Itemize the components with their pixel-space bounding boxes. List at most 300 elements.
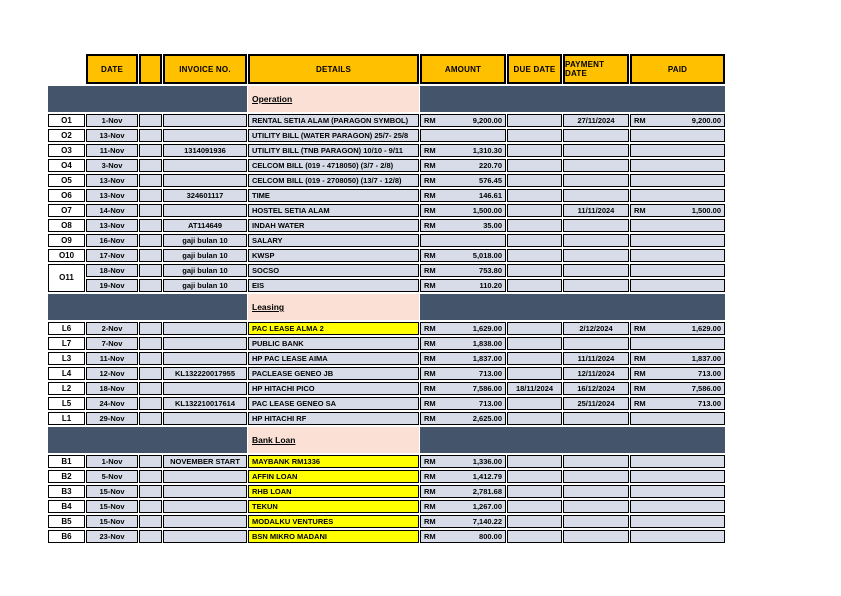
amount-value: 800.00 bbox=[479, 531, 502, 541]
date-cell: 12-Nov bbox=[86, 367, 138, 380]
payment-date-cell bbox=[563, 264, 629, 277]
currency-label: RM bbox=[424, 323, 436, 333]
header-col-note bbox=[139, 54, 162, 84]
payment-date-cell bbox=[563, 337, 629, 350]
details-cell: CELCOM BILL (019 - 4718050) (3/7 - 2/8) bbox=[248, 159, 419, 172]
currency-label: RM bbox=[424, 383, 436, 393]
row-label: O6 bbox=[48, 189, 85, 202]
section-band-right bbox=[420, 294, 725, 320]
details-cell: HP HITACHI RF bbox=[248, 412, 419, 425]
amount-value: 1,838.00 bbox=[472, 338, 502, 348]
amount-value: 2,781.68 bbox=[472, 486, 502, 496]
currency-label: RM bbox=[424, 280, 436, 290]
details-cell: SOCSO bbox=[248, 264, 419, 277]
payment-date-cell bbox=[563, 412, 629, 425]
currency-label: RM bbox=[424, 175, 436, 185]
paid-cell bbox=[630, 219, 725, 232]
date-cell: 13-Nov bbox=[86, 129, 138, 142]
invoice-cell bbox=[163, 412, 247, 425]
currency-label: RM bbox=[424, 471, 436, 481]
amount-value: 110.20 bbox=[479, 280, 502, 290]
note-cell bbox=[139, 515, 162, 528]
details-cell: TEKUN bbox=[248, 500, 419, 513]
date-cell: 11-Nov bbox=[86, 352, 138, 365]
paid-cell bbox=[630, 530, 725, 543]
amount-value: 7,586.00 bbox=[472, 383, 502, 393]
date-cell: 18-Nov bbox=[86, 264, 138, 277]
note-cell bbox=[139, 189, 162, 202]
details-cell: SALARY bbox=[248, 234, 419, 247]
row-label: L5 bbox=[48, 397, 85, 410]
payment-date-cell: 27/11/2024 bbox=[563, 114, 629, 127]
due-date-cell bbox=[507, 397, 562, 410]
due-date-cell bbox=[507, 530, 562, 543]
paid-value: 713.00 bbox=[698, 368, 721, 378]
date-cell: 7-Nov bbox=[86, 337, 138, 350]
currency-label: RM bbox=[424, 338, 436, 348]
amount-value: 1,412.79 bbox=[472, 471, 502, 481]
paid-cell bbox=[630, 159, 725, 172]
header-col-amount: AMOUNT bbox=[420, 54, 506, 84]
amount-cell bbox=[420, 515, 506, 528]
paid-cell bbox=[630, 264, 725, 277]
paid-cell bbox=[630, 412, 725, 425]
amount-value: 146.61 bbox=[479, 190, 502, 200]
details-cell: MODALKU VENTURES bbox=[248, 515, 419, 528]
due-date-cell bbox=[507, 367, 562, 380]
note-cell bbox=[139, 412, 162, 425]
payment-date-cell bbox=[563, 470, 629, 483]
payment-date-cell bbox=[563, 144, 629, 157]
date-cell: 29-Nov bbox=[86, 412, 138, 425]
date-cell: 15-Nov bbox=[86, 515, 138, 528]
paid-cell bbox=[630, 204, 725, 217]
amount-value: 576.45 bbox=[479, 175, 502, 185]
amount-cell bbox=[420, 412, 506, 425]
note-cell bbox=[139, 144, 162, 157]
invoice-cell bbox=[163, 485, 247, 498]
payment-date-cell bbox=[563, 485, 629, 498]
row-label: L1 bbox=[48, 412, 85, 425]
due-date-cell bbox=[507, 144, 562, 157]
due-date-cell bbox=[507, 337, 562, 350]
paid-value: 9,200.00 bbox=[691, 115, 721, 125]
paid-cell bbox=[630, 515, 725, 528]
due-date-cell bbox=[507, 159, 562, 172]
due-date-cell bbox=[507, 352, 562, 365]
row-label: L2 bbox=[48, 382, 85, 395]
currency-label: RM bbox=[634, 368, 646, 378]
invoice-cell bbox=[163, 322, 247, 335]
row-label: O11 bbox=[48, 264, 85, 292]
payment-date-cell: 2/12/2024 bbox=[563, 322, 629, 335]
due-date-cell bbox=[507, 204, 562, 217]
row-label: B5 bbox=[48, 515, 85, 528]
row-label: L4 bbox=[48, 367, 85, 380]
payment-date-cell bbox=[563, 279, 629, 292]
currency-label: RM bbox=[424, 220, 436, 230]
paid-value: 713.00 bbox=[698, 398, 721, 408]
amount-cell bbox=[420, 204, 506, 217]
invoice-cell bbox=[163, 382, 247, 395]
paid-cell bbox=[630, 234, 725, 247]
section-band-left bbox=[48, 294, 247, 320]
note-cell bbox=[139, 159, 162, 172]
due-date-cell bbox=[507, 455, 562, 468]
note-cell bbox=[139, 234, 162, 247]
paid-cell bbox=[630, 337, 725, 350]
header-col-payment-date: PAYMENT DATE bbox=[563, 54, 629, 84]
note-cell bbox=[139, 249, 162, 262]
row-label: B6 bbox=[48, 530, 85, 543]
row-label: O10 bbox=[48, 249, 85, 262]
details-cell: CELCOM BILL (019 - 2708050) (13/7 - 12/8) bbox=[248, 174, 419, 187]
currency-label: RM bbox=[634, 398, 646, 408]
details-cell: UTILITY BILL (WATER PARAGON) 25/7- 25/8 bbox=[248, 129, 419, 142]
date-cell: 16-Nov bbox=[86, 234, 138, 247]
section-band-left bbox=[48, 86, 247, 112]
paid-cell bbox=[630, 322, 725, 335]
payment-date-cell: 11/11/2024 bbox=[563, 204, 629, 217]
currency-label: RM bbox=[424, 531, 436, 541]
details-cell: HP PAC LEASE AIMA bbox=[248, 352, 419, 365]
paid-cell bbox=[630, 174, 725, 187]
invoice-cell bbox=[163, 337, 247, 350]
amount-cell bbox=[420, 485, 506, 498]
amount-value: 5,018.00 bbox=[472, 250, 502, 260]
section-band-right bbox=[420, 427, 725, 453]
date-cell: 13-Nov bbox=[86, 174, 138, 187]
invoice-cell: gaji bulan 10 bbox=[163, 264, 247, 277]
section-title: Operation bbox=[248, 86, 419, 112]
currency-label: RM bbox=[634, 353, 646, 363]
details-cell: PACLEASE GENEO JB bbox=[248, 367, 419, 380]
paid-cell bbox=[630, 144, 725, 157]
details-cell: HP HITACHI PICO bbox=[248, 382, 419, 395]
currency-label: RM bbox=[424, 190, 436, 200]
currency-label: RM bbox=[424, 145, 436, 155]
note-cell bbox=[139, 219, 162, 232]
amount-value: 1,837.00 bbox=[472, 353, 502, 363]
invoice-cell bbox=[163, 174, 247, 187]
paid-cell bbox=[630, 352, 725, 365]
header-col-details: DETAILS bbox=[248, 54, 419, 84]
amount-value: 9,200.00 bbox=[472, 115, 502, 125]
header-col-invoice-no: INVOICE NO. bbox=[163, 54, 247, 84]
details-cell: TIME bbox=[248, 189, 419, 202]
invoice-cell bbox=[163, 159, 247, 172]
payment-date-cell bbox=[563, 189, 629, 202]
paid-value: 1,629.00 bbox=[691, 323, 721, 333]
amount-value: 220.70 bbox=[479, 160, 502, 170]
amount-cell bbox=[420, 382, 506, 395]
row-label: O5 bbox=[48, 174, 85, 187]
due-date-cell: 18/11/2024 bbox=[507, 382, 562, 395]
details-cell: RENTAL SETIA ALAM (PARAGON SYMBOL) bbox=[248, 114, 419, 127]
paid-cell bbox=[630, 189, 725, 202]
amount-cell bbox=[420, 219, 506, 232]
details-cell: HOSTEL SETIA ALAM bbox=[248, 204, 419, 217]
row-label: B4 bbox=[48, 500, 85, 513]
due-date-cell bbox=[507, 234, 562, 247]
note-cell bbox=[139, 264, 162, 277]
invoice-cell bbox=[163, 515, 247, 528]
paid-value: 7,586.00 bbox=[691, 383, 721, 393]
date-cell: 19-Nov bbox=[86, 279, 138, 292]
row-label: O3 bbox=[48, 144, 85, 157]
section-band-right bbox=[420, 86, 725, 112]
payment-date-cell: 12/11/2024 bbox=[563, 367, 629, 380]
date-cell: 23-Nov bbox=[86, 530, 138, 543]
payment-date-cell bbox=[563, 530, 629, 543]
invoice-cell bbox=[163, 114, 247, 127]
paid-cell bbox=[630, 114, 725, 127]
amount-value: 2,625.00 bbox=[472, 413, 502, 423]
row-label: L6 bbox=[48, 322, 85, 335]
due-date-cell bbox=[507, 129, 562, 142]
amount-cell bbox=[420, 530, 506, 543]
due-date-cell bbox=[507, 515, 562, 528]
paid-cell bbox=[630, 397, 725, 410]
invoice-cell: gaji bulan 10 bbox=[163, 234, 247, 247]
date-cell: 3-Nov bbox=[86, 159, 138, 172]
paid-cell bbox=[630, 367, 725, 380]
row-label: O4 bbox=[48, 159, 85, 172]
note-cell bbox=[139, 322, 162, 335]
amount-cell bbox=[420, 264, 506, 277]
date-cell: 15-Nov bbox=[86, 485, 138, 498]
paid-cell bbox=[630, 485, 725, 498]
invoice-cell: 1314091936 bbox=[163, 144, 247, 157]
invoice-cell bbox=[163, 204, 247, 217]
details-cell: RHB LOAN bbox=[248, 485, 419, 498]
amount-value: 1,267.00 bbox=[472, 501, 502, 511]
invoice-cell: 324601117 bbox=[163, 189, 247, 202]
amount-cell bbox=[420, 174, 506, 187]
date-cell: 14-Nov bbox=[86, 204, 138, 217]
amount-cell bbox=[420, 279, 506, 292]
amount-cell bbox=[420, 189, 506, 202]
amount-cell bbox=[420, 322, 506, 335]
note-cell bbox=[139, 455, 162, 468]
row-label: O8 bbox=[48, 219, 85, 232]
note-cell bbox=[139, 114, 162, 127]
details-cell: PAC LEASE ALMA 2 bbox=[248, 322, 419, 335]
currency-label: RM bbox=[424, 413, 436, 423]
paid-cell bbox=[630, 129, 725, 142]
row-label: L3 bbox=[48, 352, 85, 365]
invoice-cell bbox=[163, 129, 247, 142]
date-cell: 15-Nov bbox=[86, 500, 138, 513]
due-date-cell bbox=[507, 412, 562, 425]
payment-date-cell: 16/12/2024 bbox=[563, 382, 629, 395]
invoice-cell: KL132210017614 bbox=[163, 397, 247, 410]
date-cell: 1-Nov bbox=[86, 455, 138, 468]
due-date-cell bbox=[507, 264, 562, 277]
date-cell: 18-Nov bbox=[86, 382, 138, 395]
currency-label: RM bbox=[424, 501, 436, 511]
paid-cell bbox=[630, 249, 725, 262]
amount-cell bbox=[420, 159, 506, 172]
row-label: O1 bbox=[48, 114, 85, 127]
amount-cell bbox=[420, 500, 506, 513]
paid-value: 1,837.00 bbox=[691, 353, 721, 363]
row-label: L7 bbox=[48, 337, 85, 350]
currency-label: RM bbox=[424, 265, 436, 275]
payment-date-cell bbox=[563, 174, 629, 187]
due-date-cell bbox=[507, 249, 562, 262]
note-cell bbox=[139, 367, 162, 380]
invoice-cell: NOVEMBER START bbox=[163, 455, 247, 468]
payment-date-cell bbox=[563, 455, 629, 468]
currency-label: RM bbox=[634, 205, 646, 215]
invoice-cell bbox=[163, 530, 247, 543]
note-cell bbox=[139, 129, 162, 142]
row-label: O7 bbox=[48, 204, 85, 217]
note-cell bbox=[139, 530, 162, 543]
currency-label: RM bbox=[424, 205, 436, 215]
payment-date-cell: 25/11/2024 bbox=[563, 397, 629, 410]
note-cell bbox=[139, 470, 162, 483]
due-date-cell bbox=[507, 279, 562, 292]
amount-value: 753.80 bbox=[479, 265, 502, 275]
date-cell: 5-Nov bbox=[86, 470, 138, 483]
due-date-cell bbox=[507, 485, 562, 498]
amount-value: 1,500.00 bbox=[472, 205, 502, 215]
amount-value: 713.00 bbox=[479, 398, 502, 408]
amount-cell bbox=[420, 114, 506, 127]
note-cell bbox=[139, 500, 162, 513]
amount-value: 7,140.22 bbox=[472, 516, 502, 526]
payment-date-cell bbox=[563, 129, 629, 142]
row-label: B2 bbox=[48, 470, 85, 483]
date-cell: 13-Nov bbox=[86, 189, 138, 202]
details-cell: INDAH WATER bbox=[248, 219, 419, 232]
note-cell bbox=[139, 279, 162, 292]
amount-value: 713.00 bbox=[479, 368, 502, 378]
due-date-cell bbox=[507, 470, 562, 483]
invoice-cell bbox=[163, 500, 247, 513]
details-cell: PUBLIC BANK bbox=[248, 337, 419, 350]
invoice-cell: gaji bulan 10 bbox=[163, 249, 247, 262]
date-cell: 1-Nov bbox=[86, 114, 138, 127]
row-label: O9 bbox=[48, 234, 85, 247]
currency-label: RM bbox=[424, 250, 436, 260]
row-label: B3 bbox=[48, 485, 85, 498]
amount-cell bbox=[420, 234, 506, 247]
date-cell: 13-Nov bbox=[86, 219, 138, 232]
amount-cell bbox=[420, 367, 506, 380]
amount-value: 1,310.30 bbox=[472, 145, 502, 155]
paid-cell bbox=[630, 279, 725, 292]
header-col-due-date: DUE DATE bbox=[507, 54, 562, 84]
payment-date-cell: 11/11/2024 bbox=[563, 352, 629, 365]
payment-date-cell bbox=[563, 159, 629, 172]
currency-label: RM bbox=[424, 456, 436, 466]
date-cell: 17-Nov bbox=[86, 249, 138, 262]
due-date-cell bbox=[507, 219, 562, 232]
invoice-cell: gaji bulan 10 bbox=[163, 279, 247, 292]
amount-cell bbox=[420, 144, 506, 157]
details-cell: UTILITY BILL (TNB PARAGON) 10/10 - 9/11 bbox=[248, 144, 419, 157]
note-cell bbox=[139, 337, 162, 350]
section-title: Bank Loan bbox=[248, 427, 419, 453]
details-cell: MAYBANK RM1336 bbox=[248, 455, 419, 468]
section-title: Leasing bbox=[248, 294, 419, 320]
paid-value: 1,500.00 bbox=[691, 205, 721, 215]
invoice-cell: AT114649 bbox=[163, 219, 247, 232]
details-cell: KWSP bbox=[248, 249, 419, 262]
amount-cell bbox=[420, 337, 506, 350]
currency-label: RM bbox=[634, 323, 646, 333]
currency-label: RM bbox=[424, 516, 436, 526]
amount-cell bbox=[420, 470, 506, 483]
invoice-cell bbox=[163, 352, 247, 365]
date-cell: 24-Nov bbox=[86, 397, 138, 410]
invoice-cell: KL132220017955 bbox=[163, 367, 247, 380]
note-cell bbox=[139, 352, 162, 365]
payment-date-cell bbox=[563, 234, 629, 247]
amount-value: 35.00 bbox=[483, 220, 502, 230]
paid-cell bbox=[630, 470, 725, 483]
paid-cell bbox=[630, 382, 725, 395]
currency-label: RM bbox=[424, 353, 436, 363]
amount-cell bbox=[420, 129, 506, 142]
due-date-cell bbox=[507, 500, 562, 513]
paid-cell bbox=[630, 500, 725, 513]
payment-date-cell bbox=[563, 249, 629, 262]
amount-cell bbox=[420, 455, 506, 468]
note-cell bbox=[139, 204, 162, 217]
row-label: O2 bbox=[48, 129, 85, 142]
due-date-cell bbox=[507, 174, 562, 187]
amount-cell bbox=[420, 397, 506, 410]
currency-label: RM bbox=[424, 368, 436, 378]
note-cell bbox=[139, 485, 162, 498]
amount-cell bbox=[420, 249, 506, 262]
header-col-paid: PAID bbox=[630, 54, 725, 84]
date-cell: 11-Nov bbox=[86, 144, 138, 157]
amount-cell bbox=[420, 352, 506, 365]
currency-label: RM bbox=[634, 115, 646, 125]
details-cell: EIS bbox=[248, 279, 419, 292]
row-label: B1 bbox=[48, 455, 85, 468]
header-col-date: DATE bbox=[86, 54, 138, 84]
currency-label: RM bbox=[424, 398, 436, 408]
details-cell: PAC LEASE GENEO SA bbox=[248, 397, 419, 410]
note-cell bbox=[139, 382, 162, 395]
currency-label: RM bbox=[424, 160, 436, 170]
invoice-cell bbox=[163, 470, 247, 483]
currency-label: RM bbox=[424, 486, 436, 496]
due-date-cell bbox=[507, 189, 562, 202]
expense-table bbox=[48, 54, 725, 543]
currency-label: RM bbox=[424, 115, 436, 125]
payment-date-cell bbox=[563, 500, 629, 513]
section-band-left bbox=[48, 427, 247, 453]
payment-date-cell bbox=[563, 515, 629, 528]
due-date-cell bbox=[507, 322, 562, 335]
note-cell bbox=[139, 397, 162, 410]
amount-value: 1,629.00 bbox=[472, 323, 502, 333]
note-cell bbox=[139, 174, 162, 187]
details-cell: BSN MIKRO MADANI bbox=[248, 530, 419, 543]
amount-value: 1,336.00 bbox=[472, 456, 502, 466]
date-cell: 2-Nov bbox=[86, 322, 138, 335]
details-cell: AFFIN LOAN bbox=[248, 470, 419, 483]
due-date-cell bbox=[507, 114, 562, 127]
payment-date-cell bbox=[563, 219, 629, 232]
